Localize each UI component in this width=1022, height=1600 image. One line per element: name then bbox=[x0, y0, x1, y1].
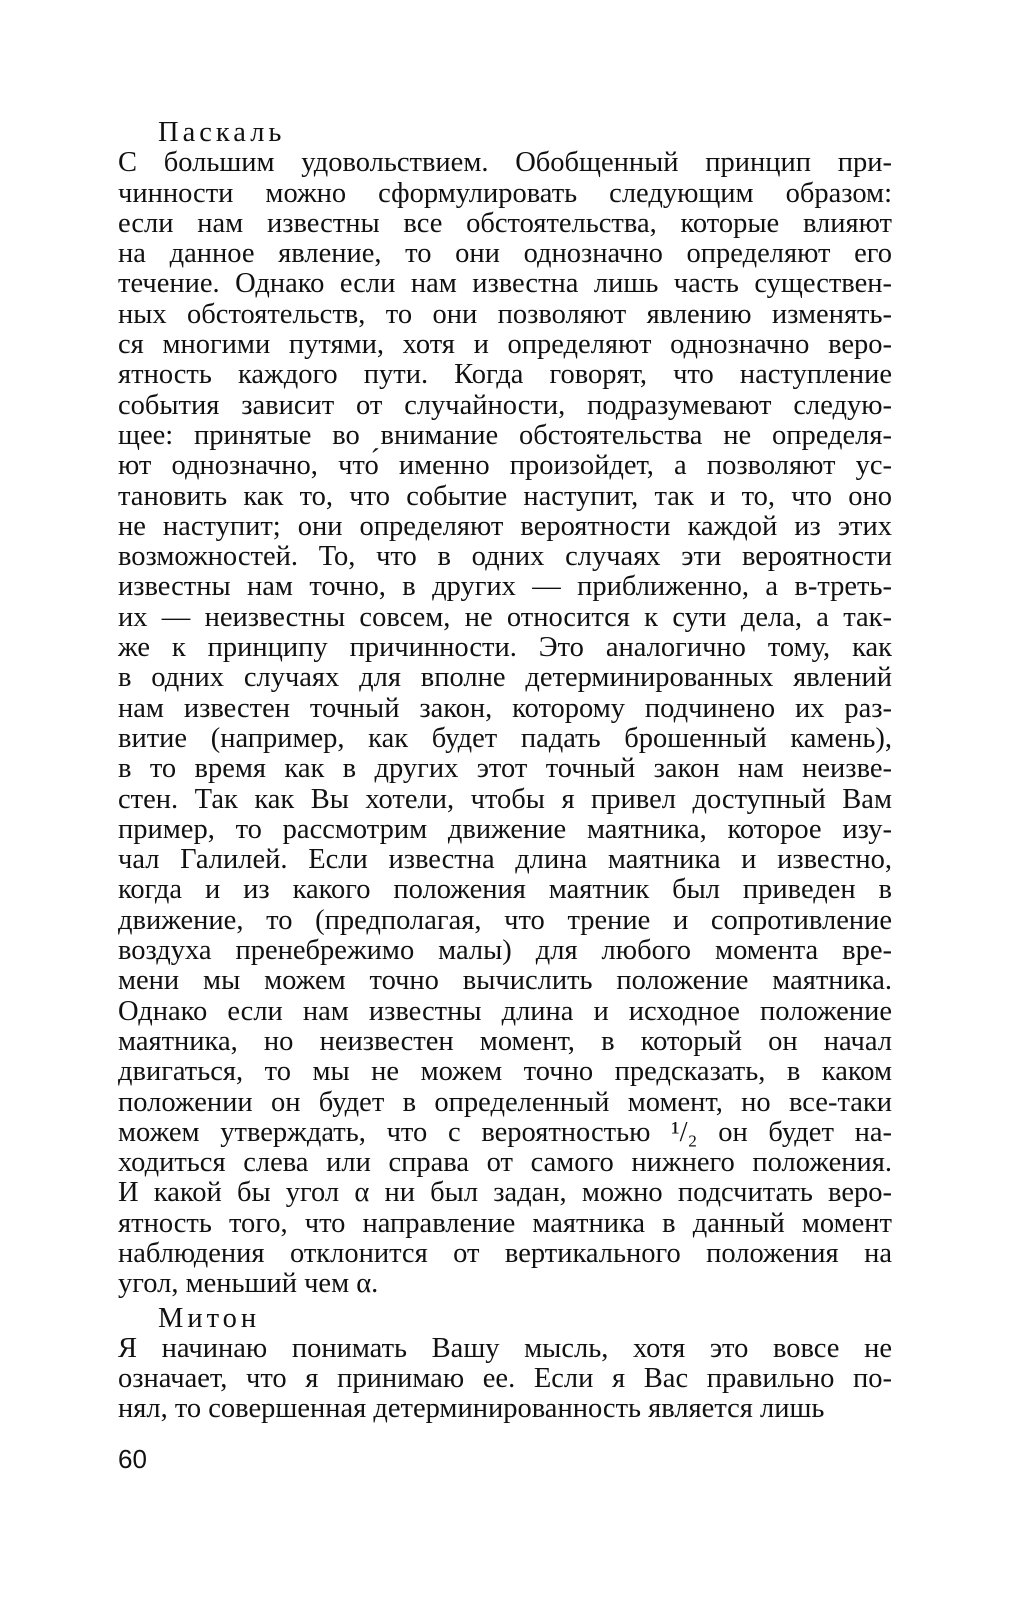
text-line: нял, то совершенная детерминированность является лишь bbox=[118, 1393, 825, 1425]
text-line: на данное явление, то они однозначно определяют его bbox=[118, 238, 892, 270]
speaker-name: Паскаль bbox=[158, 117, 286, 148]
text-line: Однако если нам известны длина и исходное положение bbox=[118, 995, 892, 1027]
text-line: чинности можно сформулировать следующим образом: bbox=[118, 177, 892, 209]
text-line: можем утверждать, что с вероятностью ¹/₂ он будет на- bbox=[118, 1116, 892, 1148]
text-line: ных обстоятельств, то они позволяют явлению изменять- bbox=[118, 298, 892, 330]
text-line: если нам известны все обстоятельства, которые влияют bbox=[118, 207, 892, 239]
text-line: И какой бы угол α ни был задан, можно подсчитать веро- bbox=[118, 1177, 892, 1209]
text-line: витие (например, как будет падать брошенный камень), bbox=[118, 722, 892, 754]
text-line: угол, меньший чем α. bbox=[118, 1268, 379, 1300]
text-line: известны нам точно, в других — приближенно, а в-треть- bbox=[118, 571, 892, 603]
text-line: их — неизвестны совсем, не относится к сути дела, а так- bbox=[118, 601, 892, 633]
text-line: ходиться слева или справа от самого нижнего положения. bbox=[118, 1147, 892, 1179]
text-line: пример, то рассмотрим движение маятника, которое изу- bbox=[118, 813, 892, 845]
text-line: движение, то (предполагая, что трение и сопротивление bbox=[118, 904, 892, 936]
text-line: означает, что я принимаю ее. Если я Вас правильно по- bbox=[118, 1363, 892, 1395]
text-line: когда и из какого положения маятник был приведен в bbox=[118, 874, 892, 906]
text-line: мени мы можем точно вычислить положение маятника. bbox=[118, 965, 892, 997]
text-line: щее: принятые во внимание обстоятельства не определя- bbox=[118, 419, 892, 451]
text-line: в то время как в других этот точный закон нам неизве- bbox=[118, 753, 892, 785]
text-line: Я начинаю понимать Вашу мысль, хотя это вовсе не bbox=[118, 1332, 892, 1364]
text-line: же к принципу причинности. Это аналогично тому, как bbox=[118, 632, 892, 664]
dialogue-text bbox=[118, 118, 892, 1425]
text-line: ся многими путями, хотя и определяют однозначно веро- bbox=[118, 329, 892, 361]
text-line: стен. Так как Вы хотели, чтобы я привел доступный Вам bbox=[118, 783, 892, 815]
text-line: в одних случаях для вполне детерминированных явлений bbox=[118, 662, 892, 694]
text-line: не наступит; они определяют вероятности каждой из этих bbox=[118, 510, 892, 542]
text-line: двигаться, то мы не можем точно предсказать, в каком bbox=[118, 1056, 892, 1088]
text-line: маятника, но неизвестен момент, в который он начал bbox=[118, 1025, 892, 1057]
text-line: события зависит от случайности, подразумевают следую- bbox=[118, 389, 892, 421]
text-line: возможностей. То, что в одних случаях эти вероятности bbox=[118, 541, 892, 573]
text-line: наблюдения отклонится от вертикального положения на bbox=[118, 1237, 892, 1269]
text-line: нам известен точный закон, которому подчинено их раз- bbox=[118, 692, 892, 724]
text-line: ятность того, что направление маятника в данный момент bbox=[118, 1207, 892, 1239]
text-line: положении он будет в определенный момент, но все-таки bbox=[118, 1086, 892, 1118]
text-line: ятность каждого пути. Когда говорят, что наступление bbox=[118, 359, 892, 391]
text-line: течение. Однако если нам известна лишь часть существен- bbox=[118, 268, 892, 300]
text-line: ют однозначно, что́ именно произойдет, а позволяют ус- bbox=[118, 450, 892, 482]
page-number: 60 bbox=[118, 1444, 147, 1474]
speaker-name: Митон bbox=[158, 1302, 261, 1334]
text-line: тановить как то, что событие наступит, так и то, что оно bbox=[118, 480, 892, 512]
text-line: чал Галилей. Если известна длина маятника и известно, bbox=[118, 844, 892, 876]
text-line: С большим удовольствием. Обобщенный принцип при- bbox=[118, 147, 892, 179]
text-line: воздуха пренебрежимо малы) для любого момента вре- bbox=[118, 935, 892, 967]
